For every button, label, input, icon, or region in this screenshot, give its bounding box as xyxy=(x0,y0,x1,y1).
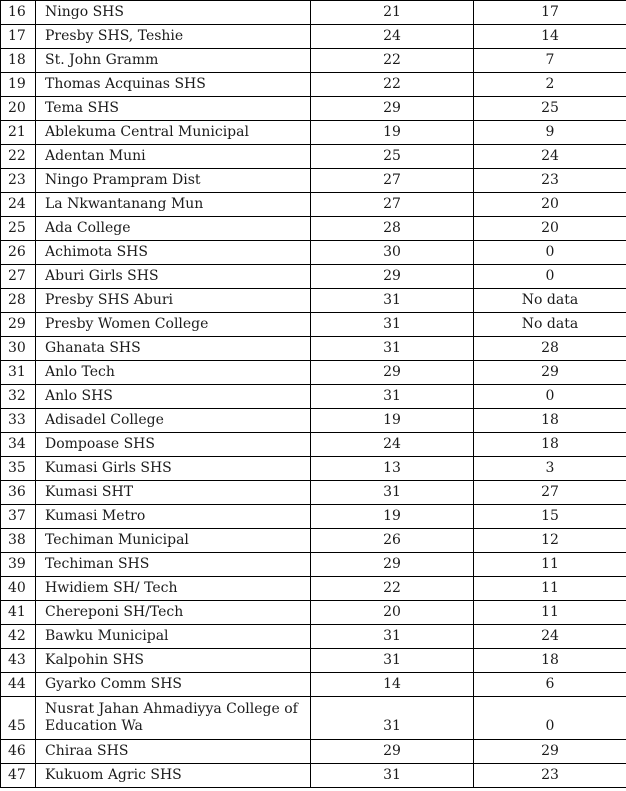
row-number-cell: 23 xyxy=(1,169,36,193)
row-number-cell: 47 xyxy=(1,764,36,788)
row-number-cell: 34 xyxy=(1,433,36,457)
value-2-cell: 11 xyxy=(474,553,626,577)
row-number-cell: 36 xyxy=(1,481,36,505)
value-1-cell: 31 xyxy=(311,697,474,740)
row-number-cell: 29 xyxy=(1,313,36,337)
row-number-cell: 26 xyxy=(1,241,36,265)
school-name-cell: Techiman Municipal xyxy=(36,529,311,553)
value-2-cell: 11 xyxy=(474,601,626,625)
table-row xyxy=(1,673,626,697)
table-row xyxy=(1,740,626,764)
row-number-cell: 18 xyxy=(1,49,36,73)
row-number-cell: 19 xyxy=(1,73,36,97)
value-1-cell: 28 xyxy=(311,217,474,241)
row-number-cell: 33 xyxy=(1,409,36,433)
value-2-cell: 0 xyxy=(474,385,626,409)
value-1-cell: 27 xyxy=(311,193,474,217)
row-number-cell: 44 xyxy=(1,673,36,697)
school-name-cell: Kumasi Metro xyxy=(36,505,311,529)
value-2-cell: 9 xyxy=(474,121,626,145)
row-number-cell: 46 xyxy=(1,740,36,764)
value-1-cell: 31 xyxy=(311,649,474,673)
school-name-cell: Kumasi SHT xyxy=(36,481,311,505)
row-number-cell: 45 xyxy=(1,697,36,740)
value-2-cell: 29 xyxy=(474,361,626,385)
table-row xyxy=(1,49,626,73)
school-name-cell: Ghanata SHS xyxy=(36,337,311,361)
row-number-cell: 40 xyxy=(1,577,36,601)
school-name-cell: Anlo Tech xyxy=(36,361,311,385)
value-2-cell: 0 xyxy=(474,241,626,265)
table-row xyxy=(1,553,626,577)
school-name-cell: Techiman SHS xyxy=(36,553,311,577)
value-2-cell: 12 xyxy=(474,529,626,553)
row-number-cell: 35 xyxy=(1,457,36,481)
row-number-cell: 24 xyxy=(1,193,36,217)
value-1-cell: 31 xyxy=(311,337,474,361)
table-row xyxy=(1,457,626,481)
row-number-cell: 41 xyxy=(1,601,36,625)
value-2-cell: 20 xyxy=(474,193,626,217)
value-2-cell: 18 xyxy=(474,409,626,433)
table-row xyxy=(1,433,626,457)
value-2-cell: 7 xyxy=(474,49,626,73)
school-name-cell: La Nkwantanang Mun xyxy=(36,193,311,217)
value-1-cell: 26 xyxy=(311,529,474,553)
table-row xyxy=(1,649,626,673)
value-1-cell: 30 xyxy=(311,241,474,265)
table-row xyxy=(1,25,626,49)
row-number-cell: 38 xyxy=(1,529,36,553)
value-2-cell: 14 xyxy=(474,25,626,49)
school-name-cell: Kalpohin SHS xyxy=(36,649,311,673)
value-2-cell: 15 xyxy=(474,505,626,529)
value-1-cell: 31 xyxy=(311,385,474,409)
table-row xyxy=(1,73,626,97)
table-row xyxy=(1,193,626,217)
value-1-cell: 21 xyxy=(311,1,474,25)
table-row xyxy=(1,313,626,337)
value-1-cell: 22 xyxy=(311,73,474,97)
school-name-cell: Thomas Acquinas SHS xyxy=(36,73,311,97)
table-row xyxy=(1,697,626,740)
value-2-cell: No data xyxy=(474,289,626,313)
school-name-cell: Presby Women College xyxy=(36,313,311,337)
value-1-cell: 31 xyxy=(311,625,474,649)
table-row xyxy=(1,361,626,385)
school-name-cell: Ningo Prampram Dist xyxy=(36,169,311,193)
table-row xyxy=(1,97,626,121)
value-1-cell: 20 xyxy=(311,601,474,625)
value-1-cell: 25 xyxy=(311,145,474,169)
value-2-cell: 24 xyxy=(474,625,626,649)
table-row xyxy=(1,169,626,193)
school-name-cell: Adentan Muni xyxy=(36,145,311,169)
table-row xyxy=(1,529,626,553)
value-1-cell: 31 xyxy=(311,764,474,788)
value-2-cell: No data xyxy=(474,313,626,337)
row-number-cell: 16 xyxy=(1,1,36,25)
value-2-cell: 11 xyxy=(474,577,626,601)
value-2-cell: 24 xyxy=(474,145,626,169)
row-number-cell: 43 xyxy=(1,649,36,673)
table-row xyxy=(1,217,626,241)
value-2-cell: 17 xyxy=(474,1,626,25)
value-2-cell: 0 xyxy=(474,265,626,289)
value-1-cell: 22 xyxy=(311,49,474,73)
value-1-cell: 13 xyxy=(311,457,474,481)
school-name-cell: Presby SHS Aburi xyxy=(36,289,311,313)
school-name-cell: Kukuom Agric SHS xyxy=(36,764,311,788)
school-name-cell: Presby SHS, Teshie xyxy=(36,25,311,49)
school-name-cell: Aburi Girls SHS xyxy=(36,265,311,289)
row-number-cell: 37 xyxy=(1,505,36,529)
value-1-cell: 19 xyxy=(311,505,474,529)
school-name-cell: Anlo SHS xyxy=(36,385,311,409)
school-name-cell: Gyarko Comm SHS xyxy=(36,673,311,697)
row-number-cell: 21 xyxy=(1,121,36,145)
value-1-cell: 29 xyxy=(311,740,474,764)
school-name-cell: Ablekuma Central Municipal xyxy=(36,121,311,145)
school-name-cell: Adisadel College xyxy=(36,409,311,433)
value-1-cell: 31 xyxy=(311,481,474,505)
row-number-cell: 42 xyxy=(1,625,36,649)
school-name-cell: Tema SHS xyxy=(36,97,311,121)
table-row xyxy=(1,1,626,25)
table-row xyxy=(1,505,626,529)
school-name-cell: Hwidiem SH/ Tech xyxy=(36,577,311,601)
value-1-cell: 24 xyxy=(311,433,474,457)
row-number-cell: 31 xyxy=(1,361,36,385)
value-1-cell: 29 xyxy=(311,265,474,289)
value-2-cell: 23 xyxy=(474,169,626,193)
school-name-cell: Chereponi SH/Tech xyxy=(36,601,311,625)
value-2-cell: 27 xyxy=(474,481,626,505)
row-number-cell: 20 xyxy=(1,97,36,121)
value-1-cell: 27 xyxy=(311,169,474,193)
table-row xyxy=(1,409,626,433)
school-name-cell: Ningo SHS xyxy=(36,1,311,25)
value-1-cell: 24 xyxy=(311,25,474,49)
school-name-cell: Nusrat Jahan Ahmadiyya College of Education Wa xyxy=(36,697,311,740)
row-number-cell: 39 xyxy=(1,553,36,577)
table-row xyxy=(1,121,626,145)
value-1-cell: 31 xyxy=(311,313,474,337)
row-number-cell: 32 xyxy=(1,385,36,409)
value-2-cell: 20 xyxy=(474,217,626,241)
value-2-cell: 18 xyxy=(474,433,626,457)
table-row xyxy=(1,764,626,788)
table-row xyxy=(1,337,626,361)
school-name-cell: Chiraa SHS xyxy=(36,740,311,764)
value-2-cell: 18 xyxy=(474,649,626,673)
table-row xyxy=(1,577,626,601)
school-name-cell: Bawku Municipal xyxy=(36,625,311,649)
value-1-cell: 29 xyxy=(311,361,474,385)
value-2-cell: 23 xyxy=(474,764,626,788)
school-name-cell: Kumasi Girls SHS xyxy=(36,457,311,481)
value-2-cell: 2 xyxy=(474,73,626,97)
table-row xyxy=(1,265,626,289)
value-2-cell: 0 xyxy=(474,697,626,740)
school-name-cell: Dompoase SHS xyxy=(36,433,311,457)
value-1-cell: 19 xyxy=(311,121,474,145)
value-2-cell: 6 xyxy=(474,673,626,697)
school-name-cell: Ada College xyxy=(36,217,311,241)
table-row xyxy=(1,145,626,169)
school-name-cell: Achimota SHS xyxy=(36,241,311,265)
table-body xyxy=(1,1,626,788)
table-row xyxy=(1,481,626,505)
table-row xyxy=(1,385,626,409)
row-number-cell: 25 xyxy=(1,217,36,241)
table-row xyxy=(1,625,626,649)
value-1-cell: 22 xyxy=(311,577,474,601)
row-number-cell: 30 xyxy=(1,337,36,361)
row-number-cell: 22 xyxy=(1,145,36,169)
value-2-cell: 29 xyxy=(474,740,626,764)
value-2-cell: 25 xyxy=(474,97,626,121)
value-1-cell: 29 xyxy=(311,553,474,577)
table-row xyxy=(1,241,626,265)
row-number-cell: 28 xyxy=(1,289,36,313)
school-name-cell: St. John Gramm xyxy=(36,49,311,73)
value-1-cell: 14 xyxy=(311,673,474,697)
value-1-cell: 19 xyxy=(311,409,474,433)
value-2-cell: 28 xyxy=(474,337,626,361)
value-1-cell: 29 xyxy=(311,97,474,121)
table-row xyxy=(1,601,626,625)
value-2-cell: 3 xyxy=(474,457,626,481)
row-number-cell: 27 xyxy=(1,265,36,289)
row-number-cell: 17 xyxy=(1,25,36,49)
value-1-cell: 31 xyxy=(311,289,474,313)
table-row xyxy=(1,289,626,313)
